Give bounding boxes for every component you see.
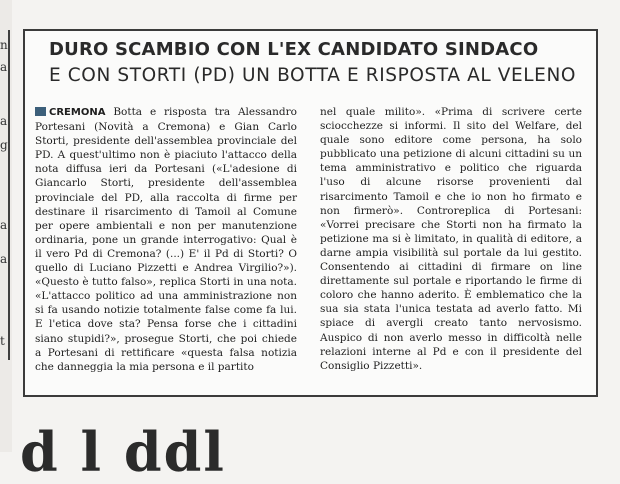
news-article-box	[23, 29, 598, 397]
margin-char: a	[0, 252, 8, 266]
margin-char: a	[0, 218, 8, 232]
column-divider	[8, 30, 10, 360]
article-dateline: CREMONA	[49, 107, 106, 118]
next-article-headline-fragment: d l ddl	[20, 420, 226, 484]
article-headline: E CON STORTI (PD) UN BOTTA E RISPOSTA AL VELENO	[49, 65, 577, 86]
article-column-2	[320, 105, 582, 373]
article-kicker: DURO SCAMBIO CON L'EX CANDIDATO SINDACO	[49, 39, 539, 60]
article-body-part-2: nel quale milito». «Prima di scrivere certe sciocchezze si informi. Il sito del Welfare, del quale sono editore come persona, ha solo pubblicato una petizione di alcuni cittadini su un tema amministrativo e politico che riguarda l'uso di alcune risorse provenienti dal risarcimento Tamoil e che io non ho firmato e non firmerò». Controreplica di Portesani: «Vorrei precisare che Storti non ha firmato la petizione ma si è limitato, in qualità di editore, a darne ampia visibilità sul portale da lui gestito. Consentendo ai cittadini di firmare on line direttamente sul portale e riportando le firme di coloro che hanno aderito. È emblematico che la sua sia stata l'unica testata ad averlo fatto. Mi spiace di avergli creato tanto nervosismo. Auspico di non averlo messo in difficoltà nelle relazioni interne al Pd e con il presidente del Consiglio Pizzetti».	[320, 106, 582, 372]
article-column-1	[35, 105, 297, 374]
margin-char: n	[0, 38, 8, 52]
margin-char: t	[0, 334, 5, 348]
margin-char: g	[0, 138, 8, 152]
margin-char: a	[0, 114, 8, 128]
article-body-part-1: Botta e risposta tra Alessandro Portesani (Novità a Cremona) e Gian Carlo Storti, presidente dell'assemblea provinciale del PD. A quest'ultimo non è piaciuto l'attacco della nota diffusa ieri da Portesani («L'adesione di Giancarlo Storti, presidente dell'assemblea provinciale del PD, alla raccolta di firme per destinare il risarcimento di Tamoil al Comune per opere ambientali e non per manutenzione ordinaria, pone un grande interrogativo: Qual è il vero Pd di Cremona? (...) E' il Pd di Storti? O quello di Luciano Pizzetti e Andrea Virgilio?»). «Questo è tutto falso», replica Storti in una nota. «L'attacco politico ad una amministrazione non si fa usando notizie totalmente false come fa lui. E l'etica dove sta? Pensa forse che i cittadini siano stupidi?», prosegue Storti, che poi chiede a Portesani di rettificare «questa falsa notizia che danneggia la mia persona e il partito	[35, 106, 297, 373]
dateline-square-icon	[35, 107, 46, 116]
margin-char: a	[0, 60, 8, 74]
